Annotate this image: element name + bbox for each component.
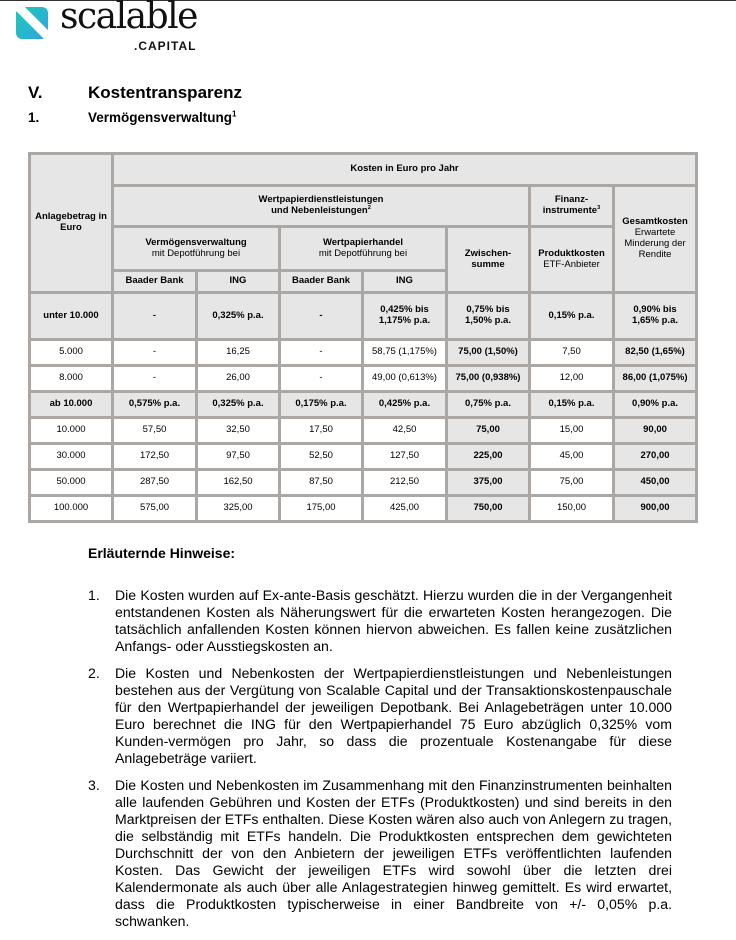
- table-row: [31, 471, 695, 494]
- table-row: [31, 294, 695, 338]
- header-wpdl-line1: Wertpapierdienstleistungen: [258, 194, 384, 206]
- note-number: 3.: [88, 777, 100, 793]
- note-number: 1.: [88, 587, 100, 603]
- cell-betrag: ab 10.000: [31, 393, 111, 416]
- cell-wh-ing: 425,00: [364, 497, 445, 520]
- cell-vv-baader: 575,00: [114, 497, 195, 520]
- header-vv-sub: mit Depotführung bei: [151, 247, 241, 259]
- cell-wh-baader: -: [281, 294, 361, 338]
- cell-gesamt: 90,00: [615, 419, 695, 442]
- cell-vv-ing: 16,25: [198, 341, 278, 364]
- table-row: [31, 497, 695, 520]
- cell-wh-baader: -: [281, 367, 361, 390]
- header-vv-title: Vermögensverwaltung: [145, 236, 247, 248]
- cell-vv-baader: -: [114, 341, 195, 364]
- cell-wh-ing: [364, 294, 445, 338]
- note-number: 2.: [88, 665, 100, 681]
- cell-line: 1,175% p.a.: [378, 315, 431, 326]
- cell-betrag: 5.000: [31, 341, 111, 364]
- header-gesamt-sub: Erwartete Minderung der Rendite: [624, 227, 686, 260]
- header-wertpapierhandel: [281, 228, 445, 269]
- cell-vv-ing: 0,325% p.a.: [198, 294, 278, 338]
- note-item: [88, 665, 672, 767]
- cell-vv-baader: 57,50: [114, 419, 195, 442]
- cell-wh-ing: 127,50: [364, 445, 445, 468]
- cell-vv-baader: 0,575% p.a.: [114, 393, 195, 416]
- cost-table: [28, 152, 698, 523]
- cell-wh-ing: 58,75 (1,175%): [364, 341, 445, 364]
- cell-vv-baader: 287,50: [114, 471, 195, 494]
- cell-vv-baader: -: [114, 294, 195, 338]
- header-produkt-sub: ETF-Anbieter: [543, 258, 600, 270]
- header-produkt-title: Produktkosten: [538, 247, 605, 259]
- cell-line: 0,75% bis: [466, 304, 510, 316]
- header-vermoegensverwaltung: [114, 228, 278, 269]
- note-text: Die Kosten und Nebenkosten der Wertpapierdienstleistungen und Nebenleistungen bestehen aus der Vergütung von Scalable Capital und der Transaktionskostenpauschale für den Wertpapierhandel der jeweiligen Depotbank. Bei Anlagebeträgen unter 10.000 Euro berechnet die ING für den Wertpapierhandel 75 Euro abzüglich 0,325% vom Kunden-vermögen pro Jahr, so dass die prozentuale Kostenangabe für diese Anlagebeträge variiert.: [115, 665, 672, 766]
- footnote-marker: 2: [367, 204, 371, 211]
- header-ing-vv: ING: [198, 272, 278, 291]
- header-finanzinstrumente: [531, 187, 612, 225]
- cell-produkt: 0,15% p.a.: [531, 393, 612, 416]
- header-fin-line1: Finanz-: [554, 194, 589, 206]
- logo-subtitle: .CAPITAL: [134, 39, 197, 53]
- note-text: Die Kosten und Nebenkosten im Zusammenhang mit den Finanzinstrumenten beinhalten alle laufenden Gebühren und Kosten der ETFs (Produktkosten) und sind bereits in den Marktpreisen der ETFs enthalten. Diese Kosten wären also auch von Anlegern zu tragen, die selbständig mit ETFs handeln. Die Produktkosten entsprechen dem gewichteten Durchschnitt der von den Anbietern der jeweiligen ETFs veröffentlichten laufenden Kosten. Das Gewicht der jeweiligen ETFs wird sowohl über die letzten drei Kalendermonate als auch über alle Anlagestrategien hinweg gemittelt. Es wird erwartet, dass die Produktkosten typischerweise in einer Bandbreite von +/- 0,05% p.a. schwanken.: [115, 777, 672, 929]
- cell-zwischensumme: 225,00: [448, 445, 528, 468]
- header-wertpapierdienstleistungen: [114, 187, 528, 225]
- cell-produkt: 12,00: [531, 367, 612, 390]
- scalable-capital-logo: [16, 0, 216, 53]
- header-baader-bank-vv: Baader Bank: [114, 272, 195, 291]
- cell-vv-ing: 0,325% p.a.: [198, 393, 278, 416]
- footnote-marker: 3: [597, 204, 601, 211]
- header-zw-line2: summe: [471, 258, 505, 270]
- header-produktkosten: [531, 228, 612, 291]
- notes-title: Erläuternde Hinweise:: [88, 545, 236, 561]
- cell-vv-ing: 26,00: [198, 367, 278, 390]
- cell-produkt: 150,00: [531, 497, 612, 520]
- table-row: [31, 419, 695, 442]
- header-zw-line1: Zwischen-: [464, 247, 512, 259]
- cell-produkt: 45,00: [531, 445, 612, 468]
- notes-list: [88, 587, 672, 940]
- header-wpdl-line2: und Nebenleistungen: [271, 205, 368, 216]
- cell-vv-baader: -: [114, 367, 195, 390]
- cell-line: 0,90% bis: [633, 304, 677, 316]
- subsection-number: 1.: [28, 110, 40, 125]
- cell-zwischensumme: [448, 294, 528, 338]
- subsection-title-text: Vermögensverwaltung: [88, 110, 233, 125]
- cell-produkt: 15,00: [531, 419, 612, 442]
- logo-wordmark: scalable: [60, 0, 197, 37]
- header-wh-sub: mit Depotführung bei: [318, 247, 408, 259]
- cell-gesamt: 0,90% p.a.: [615, 393, 695, 416]
- cell-zwischensumme: 75,00 (1,50%): [448, 341, 528, 364]
- cell-wh-ing: 212,50: [364, 471, 445, 494]
- cell-produkt: 75,00: [531, 471, 612, 494]
- section-number: V.: [28, 83, 43, 102]
- cell-gesamt: 86,00 (1,075%): [615, 367, 695, 390]
- table-row: [31, 445, 695, 468]
- cell-gesamt: 270,00: [615, 445, 695, 468]
- table-row: [31, 341, 695, 364]
- section-title: Kostentransparenz: [88, 83, 242, 102]
- cell-betrag: 100.000: [31, 497, 111, 520]
- cell-wh-baader: 87,50: [281, 471, 361, 494]
- note-item: [88, 777, 672, 930]
- cell-zwischensumme: 750,00: [448, 497, 528, 520]
- header-kosten: Kosten in Euro pro Jahr: [114, 155, 695, 184]
- cell-vv-ing: 97,50: [198, 445, 278, 468]
- header-gesamtkosten: [615, 187, 695, 291]
- cell-vv-ing: 32,50: [198, 419, 278, 442]
- subsection-title: [88, 110, 237, 125]
- cell-gesamt: 900,00: [615, 497, 695, 520]
- cell-zwischensumme: 75,00: [448, 419, 528, 442]
- cell-wh-baader: 17,50: [281, 419, 361, 442]
- header-zwischensumme: [448, 228, 528, 291]
- table-row: [31, 367, 695, 390]
- cell-wh-ing: 0,425% p.a.: [364, 393, 445, 416]
- cell-betrag: 8.000: [31, 367, 111, 390]
- cell-vv-ing: 325,00: [198, 497, 278, 520]
- cell-line: 1,50% p.a.: [465, 315, 511, 326]
- header-wh-title: Wertpapierhandel: [322, 236, 404, 248]
- cell-betrag: 30.000: [31, 445, 111, 468]
- cell-wh-baader: 0,175% p.a.: [281, 393, 361, 416]
- scalable-s-logo-icon: [16, 7, 48, 39]
- table-row: [31, 393, 695, 416]
- header-ing-wh: ING: [364, 272, 445, 291]
- cell-vv-baader: 172,50: [114, 445, 195, 468]
- header-gesamt-title: Gesamtkosten: [622, 216, 688, 228]
- cell-wh-baader: 175,00: [281, 497, 361, 520]
- cell-wh-baader: -: [281, 341, 361, 364]
- cell-wh-baader: 52,50: [281, 445, 361, 468]
- cell-gesamt: [615, 294, 695, 338]
- cell-produkt: 7,50: [531, 341, 612, 364]
- cell-line: 1,65% p.a.: [632, 315, 678, 326]
- header-fin-line2: instrumente: [542, 205, 598, 216]
- cell-zwischensumme: 375,00: [448, 471, 528, 494]
- cell-gesamt: 82,50 (1,65%): [615, 341, 695, 364]
- cell-wh-ing: 42,50: [364, 419, 445, 442]
- cell-vv-ing: 162,50: [198, 471, 278, 494]
- cell-betrag: unter 10.000: [31, 294, 111, 338]
- cell-betrag: 10.000: [31, 419, 111, 442]
- cell-betrag: 50.000: [31, 471, 111, 494]
- cell-zwischensumme: 75,00 (0,938%): [448, 367, 528, 390]
- cell-wh-ing: 49,00 (0,613%): [364, 367, 445, 390]
- footnote-marker: 1: [232, 109, 237, 119]
- header-anlagebetrag: Anlagebetrag in Euro: [31, 155, 111, 291]
- cell-produkt: 0,15% p.a.: [531, 294, 612, 338]
- note-text: Die Kosten wurden auf Ex-ante-Basis geschätzt. Hierzu wurden die in der Vergangenheit entstandenen Kosten als Näherungswert für die erwarteten Kosten herangezogen. Die tatsächlich anfallenden Kosten können hiervon abweichen. Es fallen keine zusätzlichen Anfangs- oder Ausstiegskosten an.: [115, 587, 672, 654]
- cell-zwischensumme: 0,75% p.a.: [448, 393, 528, 416]
- note-item: [88, 587, 672, 655]
- header-baader-bank-wh: Baader Bank: [281, 272, 361, 291]
- cell-gesamt: 450,00: [615, 471, 695, 494]
- cell-line: 0,425% bis: [380, 304, 429, 316]
